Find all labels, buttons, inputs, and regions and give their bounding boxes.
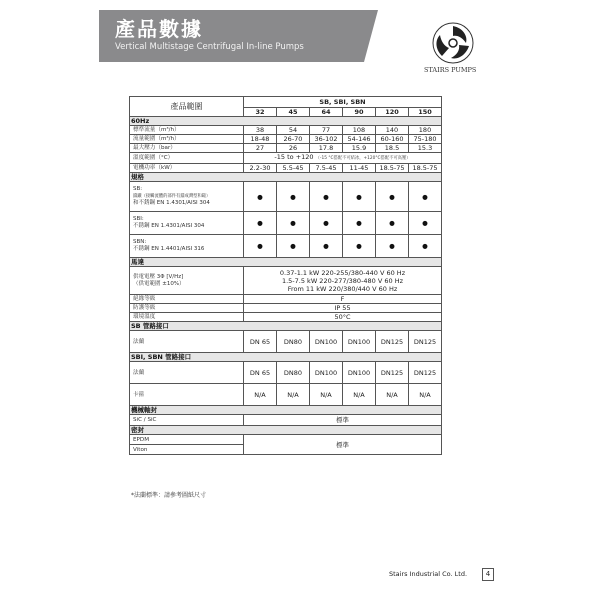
table-row [130,304,442,313]
cell: DN125 [409,331,442,353]
cell: 15.3 [409,144,442,153]
model-header: 64 [310,108,343,117]
footnote: *法蘭標準：請參考圖紙尺寸 [131,492,207,499]
cell: 18.5 [376,144,409,153]
dot-cell: ● [376,212,409,235]
dot-cell: ● [376,235,409,258]
cell: 54-146 [343,135,376,144]
cell: 27 [244,144,277,153]
cell: DN125 [376,331,409,353]
table-row [130,182,442,212]
dot-cell: ● [310,182,343,212]
dot-cell: ● [343,212,376,235]
oring-value: 標準 [244,435,442,455]
motor-voltage-label [130,267,244,295]
cell: 26 [277,144,310,153]
sb-material [130,182,244,212]
table-row [130,295,442,304]
sbi-line1: SBI: [133,216,144,222]
temp-note: （-15 °C搭配不可結冰，+120°C搭配不可高壓） [315,156,411,161]
cell: 11-45 [343,164,376,173]
table-row [130,153,442,164]
table-row [130,384,442,406]
section-60hz: 60Hz [130,117,442,126]
cell: DN100 [310,362,343,384]
dot-cell: ● [244,235,277,258]
table-row [130,415,442,426]
cell: DN100 [343,362,376,384]
cell: 18-48 [244,135,277,144]
motor-v2: 1.5-7.5 kW 220-277/380-480 V 60 Hz [281,276,404,285]
cell: DN125 [376,362,409,384]
ambient-value: 50°C [244,313,442,322]
cell: 18.5-75 [376,164,409,173]
table-row [130,144,442,153]
table-row [130,331,442,353]
row-label: 標準流量（m³/h） [130,126,244,135]
stairs-logo-icon [432,22,474,64]
section-sb-connection: SB 管路接口 [130,322,442,331]
sbn-line1: SBN: [133,239,147,245]
cell: DN100 [310,331,343,353]
model-header: 45 [277,108,310,117]
row-label: 最大壓力（bar） [130,144,244,153]
insulation-value: F [244,295,442,304]
cell: N/A [409,384,442,406]
flange-label: 法蘭 [130,331,244,353]
cell: 54 [277,126,310,135]
cell: 38 [244,126,277,135]
section-oring: 密封 [130,426,442,435]
sb-line2: 鑄鐵（接觸流體的部件有鑄成灣型和鎚） [133,194,211,199]
model-header: 90 [343,108,376,117]
cell: DN 65 [244,331,277,353]
dot-cell: ● [277,212,310,235]
sic-label: SiC / SiC [130,415,244,426]
dot-cell: ● [409,212,442,235]
temp-cell [244,153,442,164]
cell: N/A [310,384,343,406]
cell: 5.5-45 [277,164,310,173]
motor-label2: （供電範圍 ±10%） [133,280,185,287]
section-motor: 馬達 [130,258,442,267]
power-label: 電機功率（kW） [130,164,244,173]
table-row [130,362,442,384]
motor-v1: 0.37-1.1 kW 220-255/380-440 V 60 Hz [279,268,406,277]
cell: DN100 [343,331,376,353]
cell: 17.8 [310,144,343,153]
section-mechanical-seal: 機械軸封 [130,406,442,415]
cell: DN80 [277,331,310,353]
clamp-label: 卡箍 [130,384,244,406]
cell: 77 [310,126,343,135]
dot-cell: ● [244,182,277,212]
sbn-line2: 不銹鋼 EN 1.4401/AISI 316 [133,246,205,252]
row-label: 流量範圍（m³/h） [130,135,244,144]
table-row [130,164,442,173]
cell: DN 65 [244,362,277,384]
cell: 36-102 [310,135,343,144]
table-row [130,313,442,322]
cell: DN125 [409,362,442,384]
model-header: 32 [244,108,277,117]
cell: 7.5-45 [310,164,343,173]
insulation-label: 絕緣等級 [130,295,244,304]
cell: 180 [409,126,442,135]
table-row [130,126,442,135]
product-spec-table [129,96,442,455]
table-row [130,435,442,445]
cell: 140 [376,126,409,135]
cell: 75-180 [409,135,442,144]
logo-text: STAIRS PUMPS [424,66,477,74]
protection-value: IP 55 [244,304,442,313]
cell: N/A [376,384,409,406]
cell: 108 [343,126,376,135]
page-title: 產品數據 [115,17,203,41]
cell: 2.2-30 [244,164,277,173]
temp-label: 溫度範圍（°C） [130,153,244,164]
cell: DN80 [277,362,310,384]
cell: N/A [343,384,376,406]
sbn-material [130,235,244,258]
dot-cell: ● [343,182,376,212]
dot-cell: ● [244,212,277,235]
dot-cell: ● [310,235,343,258]
cell: N/A [244,384,277,406]
sbi-line2: 不銹鋼 EN 1.4301/AISI 304 [133,223,205,229]
ambient-label: 環境溫度 [130,313,244,322]
dot-cell: ● [376,182,409,212]
sb-line3: 和不銹鋼 EN 1.4301/AISI 304 [133,200,210,206]
epdm-label: EPDM [130,435,244,445]
dot-cell: ● [277,235,310,258]
cell: 60-160 [376,135,409,144]
dot-cell: ● [343,235,376,258]
cell: N/A [277,384,310,406]
table-row [130,135,442,144]
model-header: 120 [376,108,409,117]
viton-label: Viton [130,445,244,455]
page-subtitle: Vertical Multistage Centrifugal In-line Pumps [115,42,304,52]
product-range-label: 產品範圍 [130,97,244,117]
table-row [130,235,442,258]
table-row [130,212,442,235]
section-spec: 規格 [130,173,442,182]
cell: 26-70 [277,135,310,144]
cell: 15.9 [343,144,376,153]
sic-value: 標準 [244,415,442,426]
sbi-material [130,212,244,235]
flange-label: 法蘭 [130,362,244,384]
motor-label1: 供電電壓 3Φ [V/Hz] [133,273,184,280]
cell: 18.5-75 [409,164,442,173]
temp-value: -15 to +120 [274,153,314,161]
dot-cell: ● [409,182,442,212]
protection-label: 防護等級 [130,304,244,313]
series-label: SB, SBI, SBN [244,97,442,108]
motor-v3: From 11 kW 220/380/440 V 60 Hz [287,284,398,293]
dot-cell: ● [277,182,310,212]
section-sbi-connection: SBI, SBN 管路接口 [130,353,442,362]
page-number: 4 [482,568,494,581]
sb-line1: SB: [133,186,143,192]
model-header: 150 [409,108,442,117]
motor-voltage-cell [244,267,442,295]
dot-cell: ● [310,212,343,235]
dot-cell: ● [409,235,442,258]
table-row [130,267,442,295]
company-name: Stairs Industrial Co. Ltd. [389,570,468,578]
